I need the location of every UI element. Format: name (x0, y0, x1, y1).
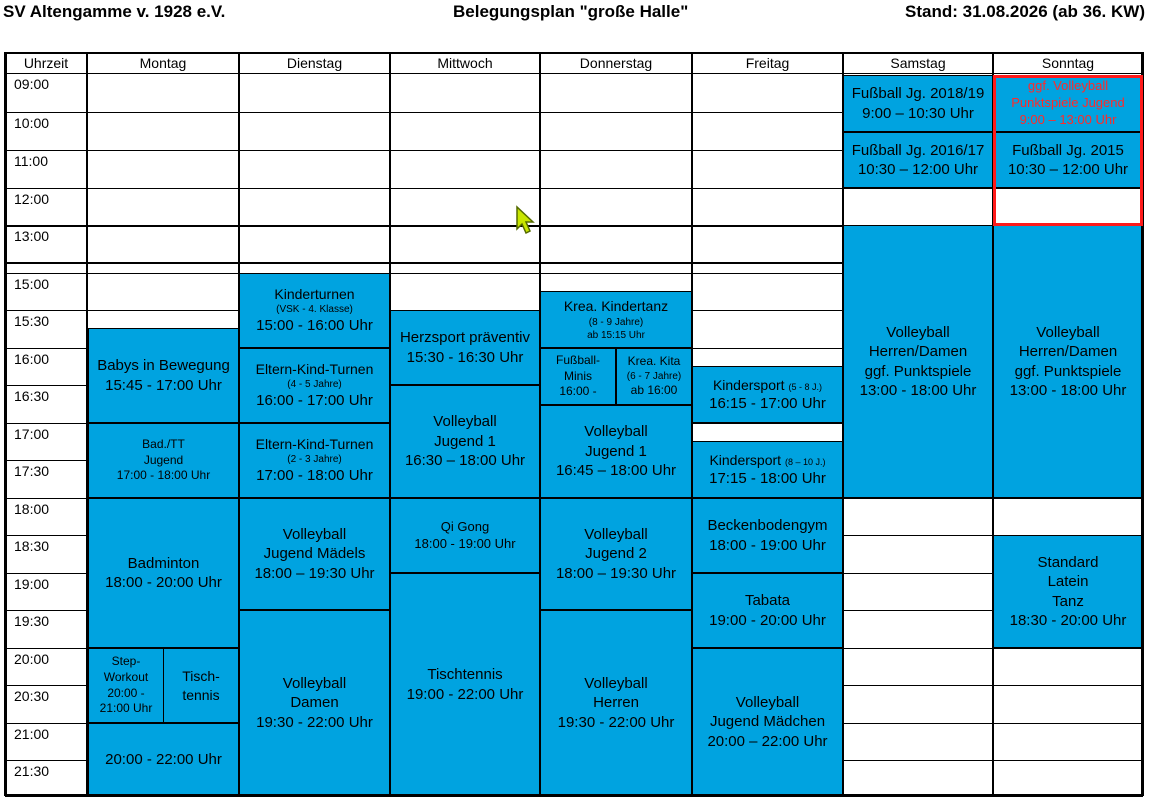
block-line: Jugend 1 (434, 432, 496, 450)
block-title: Kindersport (712, 376, 785, 393)
block-line: Volleyball (433, 413, 497, 431)
block-line: 20:00 - (107, 685, 145, 700)
block-line: ggf. Volleyball (1027, 78, 1109, 94)
block-line: Punktspiele Jugend (1011, 95, 1125, 111)
block-line: ab 15:15 Uhr (587, 329, 645, 341)
block-line: Krea. Kindertanz (563, 298, 669, 315)
block-line: 19:30 - 22:00 Uhr (256, 713, 373, 731)
schedule-border (5, 52, 1143, 796)
time-label: 15:30 (14, 313, 50, 329)
block-line: Tischtennis (427, 666, 503, 683)
block-line: 15:00 - 16:00 Uhr (256, 317, 373, 335)
block-age-range: (8 – 10 J.) (785, 456, 826, 467)
club-name: SV Altengamme v. 1928 e.V. (3, 2, 226, 21)
time-label: 16:00 (14, 351, 50, 367)
block-line: Tanz (1052, 592, 1084, 610)
column-header: Montag (139, 55, 187, 71)
block-line: Babys in Bewegung (97, 357, 230, 374)
block-line: Volleyball (282, 674, 347, 692)
plan-title: Belegungsplan "große Halle" (453, 2, 689, 21)
block-line: 10:30 – 12:00 Uhr (857, 161, 979, 178)
block-line: Fußball- (555, 353, 600, 368)
block-line: ggf. Punktspiele (1014, 362, 1122, 380)
block-line: Step- (111, 654, 141, 669)
block-line: (6 - 7 Jahre) (626, 371, 682, 382)
time-label: 20:00 (14, 651, 50, 667)
block-age-range: (5 - 8 J.) (788, 381, 823, 392)
block-line: Jugend (143, 452, 184, 467)
time-label: 18:30 (14, 538, 50, 554)
time-label: 15:00 (14, 276, 50, 292)
block-line: Kinderturnen (274, 286, 355, 303)
block-line: Jugend Mädchen (709, 713, 826, 731)
block-line: Eltern-Kind-Turnen (255, 361, 374, 378)
block-time: 16:15 - 17:00 Uhr (709, 394, 826, 412)
block-line: 19:30 - 22:00 Uhr (557, 713, 675, 731)
block-line: 21:00 Uhr (99, 701, 153, 716)
block-line: Volleyball (282, 525, 347, 543)
block-line: Volleyball (1036, 323, 1100, 341)
block-line: 18:30 - 20:00 Uhr (1009, 612, 1127, 629)
block-line: Herren (593, 694, 639, 712)
block-line: 18:00 – 19:30 Uhr (555, 564, 677, 582)
block-line: 9:00 – 10:30 Uhr (862, 104, 974, 122)
block-line: Krea. Kita (627, 354, 681, 369)
block-line: 10:30 – 12:00 Uhr (1007, 161, 1129, 178)
time-label: 13:00 (14, 228, 50, 244)
block-line: Volleyball (584, 423, 648, 441)
block-line: 15:45 - 17:00 Uhr (105, 376, 222, 394)
block-line: Volleyball (886, 323, 950, 341)
time-label: 09:00 (14, 76, 50, 92)
block-line: Tabata (744, 592, 791, 609)
block-line: Standard (1037, 553, 1099, 571)
block-line: 18:00 - 20:00 Uhr (105, 574, 222, 591)
block-line: 15:30 - 16:30 Uhr (406, 348, 524, 366)
block-line: 18:00 - 19:00 Uhr (414, 535, 516, 551)
time-label: 17:00 (14, 426, 50, 442)
block-line: Damen (290, 694, 339, 712)
block-line: 13:00 - 18:00 Uhr (1009, 382, 1127, 399)
column-header: Sonntag (1041, 55, 1095, 71)
block-line: (VSK - 4. Klasse) (276, 304, 353, 316)
block-line: 17:00 - 18:00 Uhr (116, 468, 211, 483)
block-line: 9:00 – 13:00 Uhr (1019, 111, 1117, 127)
time-label: 12:00 (14, 191, 50, 207)
block-line: tennis (182, 686, 220, 703)
block-line: Tisch- (182, 668, 220, 685)
column-header: Uhrzeit (23, 55, 69, 71)
block-line: Volleyball (584, 525, 648, 543)
block-line: Bad./TT (142, 437, 185, 452)
block-time: 17:15 - 18:00 Uhr (709, 469, 826, 487)
column-header: Dienstag (286, 55, 343, 71)
block-line: Jugend Mädels (263, 545, 366, 563)
block-line: Badminton (127, 554, 200, 572)
block-line: ggf. Punktspiele (864, 362, 972, 380)
block-line: Fußball Jg. 2015 (1012, 141, 1124, 159)
block-line: 19:00 - 22:00 Uhr (406, 685, 524, 703)
column-header: Freitag (745, 55, 790, 71)
block-line: Herren/Damen (1018, 343, 1118, 360)
block-line: 16:00 - 17:00 Uhr (256, 392, 373, 410)
block-line: Fußball Jg. 2016/17 (851, 141, 985, 159)
time-label: 17:30 (14, 463, 50, 479)
time-label: 20:30 (14, 688, 50, 704)
block-line: Jugend 2 (585, 545, 647, 563)
block-line: Fußball Jg. 2018/19 (851, 85, 985, 102)
block-line: Minis (563, 368, 592, 383)
block-line: 16:00 - (559, 384, 597, 399)
block-line: (8 - 9 Jahre) (588, 316, 644, 328)
block-line: 18:00 - 19:00 Uhr (709, 536, 826, 554)
block-line: Herren/Damen (868, 343, 968, 360)
time-label: 21:30 (14, 763, 50, 779)
block-line: (2 - 3 Jahre) (287, 454, 342, 466)
time-label: 11:00 (14, 153, 48, 169)
block-line: 20:00 – 22:00 Uhr (707, 732, 828, 750)
time-label: 18:00 (14, 501, 50, 517)
block-line: Latein (1047, 573, 1089, 590)
block-title: Kindersport (709, 451, 782, 468)
plan-status-date: Stand: 31.08.2026 (ab 36. KW) (905, 2, 1145, 21)
block-line: ab 16:00 (630, 383, 678, 397)
block-line: 18:00 – 19:30 Uhr (254, 564, 375, 582)
block-line: 17:00 - 18:00 Uhr (256, 467, 373, 485)
block-line: 20:00 - 22:00 Uhr (105, 750, 222, 768)
block-line: Beckenbodengym (707, 517, 828, 534)
time-label: 21:00 (14, 726, 50, 742)
grid-row-line (5, 796, 1143, 797)
block-line: 19:00 - 20:00 Uhr (709, 611, 826, 629)
block-line: Workout (103, 669, 149, 684)
block-line: Herzsport präventiv (399, 329, 531, 346)
mouse-pointer-icon (515, 205, 535, 235)
block-line: Volleyball (735, 693, 800, 711)
block-line: 16:30 – 18:00 Uhr (404, 452, 526, 470)
time-label: 19:00 (14, 576, 50, 592)
block-line: 16:45 – 18:00 Uhr (555, 462, 677, 480)
column-header: Samstag (890, 55, 946, 71)
block-line: 13:00 - 18:00 Uhr (859, 382, 977, 399)
block-line: Eltern-Kind-Turnen (255, 436, 374, 453)
block-line: Qi Gong (440, 518, 490, 534)
time-label: 19:30 (14, 613, 50, 629)
column-header: Mittwoch (437, 55, 493, 71)
time-label: 16:30 (14, 388, 50, 404)
column-header: Donnerstag (579, 55, 653, 71)
highlight-frame (993, 75, 1143, 226)
block-line: Jugend 1 (585, 442, 647, 460)
time-label: 10:00 (14, 115, 50, 131)
block-line: (4 - 5 Jahre) (287, 379, 342, 391)
block-line: Volleyball (584, 674, 648, 692)
